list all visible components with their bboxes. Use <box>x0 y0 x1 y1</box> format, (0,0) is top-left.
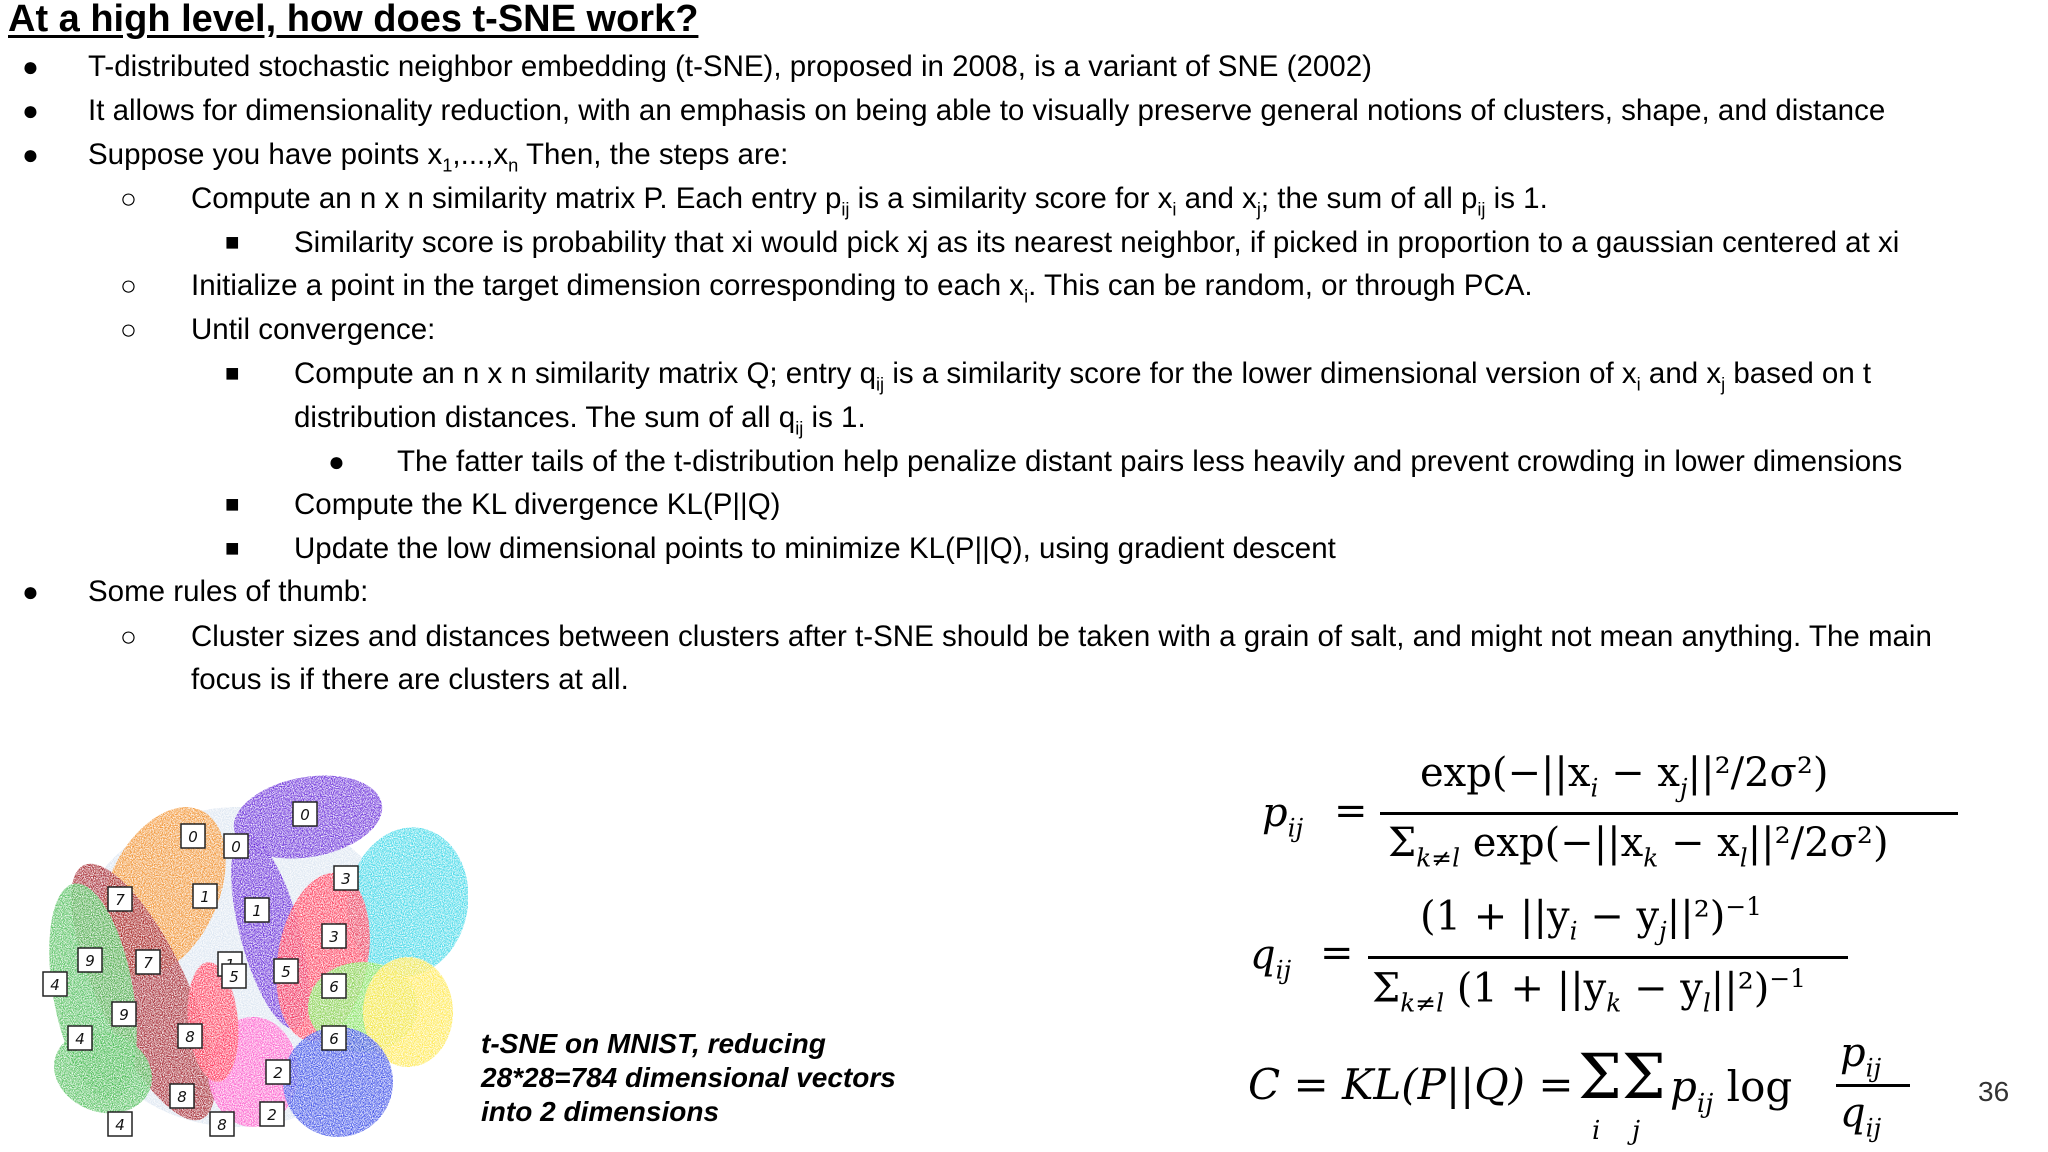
digit-label: 4 <box>50 976 60 994</box>
equations-block <box>1220 740 1940 1150</box>
kl-lhs: C = KL(P||Q) = <box>1248 1060 1574 1109</box>
digit-label: 5 <box>281 963 291 981</box>
p-numerator: $\exp(-||x_i - x_j||^2/2\sigma^2)$ <box>1420 750 1829 803</box>
sum-index-j: j <box>1632 1116 1641 1146</box>
digit-label: 5 <box>229 968 239 986</box>
bullet-disc: ● <box>22 576 39 607</box>
bullet-line-6: Initialize a point in the target dimension corresponding to each $x_i$. This can be random, or through PCA. <box>191 269 1533 307</box>
digit-label: 3 <box>329 928 339 946</box>
q-numerator: $(1 + ||y_i - y_j||^2)^{-1}$ <box>1420 892 1762 946</box>
digit-label: 1 <box>252 902 262 920</box>
bullet-line-3: Suppose you have points $x_1,...,x_n$ Then, the steps are: <box>88 138 789 176</box>
bullet-square: ■ <box>225 491 240 518</box>
bullet-disc: ● <box>22 95 39 126</box>
bullet-line-7: Until convergence: <box>191 313 436 346</box>
bullet-disc: ● <box>328 446 345 477</box>
q-equation <box>1240 888 1940 1018</box>
p-denominator: $\Sigma_{k\ne l}$ $\exp(-||x_k - x_l||^2/2\sigma^2)$ <box>1388 820 1889 873</box>
bullet-line-12: Update the low dimensional points to minimize KL(P||Q), using gradient descent <box>294 532 1336 565</box>
digit-label: 6 <box>329 978 339 996</box>
q-lhs: $q_{ij}$ <box>1250 932 1292 985</box>
kl-frac-den: $q_{ij}$ <box>1840 1090 1882 1143</box>
p-equals: = <box>1334 788 1368 834</box>
digit-label: 8 <box>185 1028 195 1046</box>
bullet-line-15: focus is if there are clusters at all. <box>191 663 629 696</box>
q-fraction-bar <box>1368 956 1848 959</box>
p-equation <box>1240 750 1940 873</box>
mnist-tsne-image <box>38 762 468 1152</box>
digit-label: 1 <box>200 888 210 906</box>
digit-label: 9 <box>85 952 95 970</box>
digit-label: 2 <box>273 1064 283 1082</box>
bullet-line-2: It allows for dimensionality reduction, with an emphasis on being able to visually preserve general notions of clusters, shape, and distance <box>88 94 1886 127</box>
kl-fraction-bar <box>1836 1084 1910 1087</box>
slide-title: At a high level, how does t-SNE work? <box>8 0 699 40</box>
q-denominator: $\Sigma_{k\ne l}$ $(1 + ||y_k - y_l||^2)^{-1}$ <box>1372 964 1806 1018</box>
bullet-line-4: Compute an n x n similarity matrix P. Each entry $p_{ij}$ is a similarity score for $x_i$ and $x_j$; the sum of all $p_{ij}$ is 1. <box>191 182 1548 220</box>
p-lhs: $p_{ij}$ <box>1262 790 1304 843</box>
bullet-disc: ● <box>22 139 39 170</box>
page-number: 36 <box>1978 1076 2010 1107</box>
digit-label: 0 <box>188 828 198 846</box>
digit-label: 4 <box>75 1030 85 1048</box>
digit-label: 7 <box>143 954 153 972</box>
bullet-line-1: T-distributed stochastic neighbor embedding (t-SNE), proposed in 2008, is a variant of SNE (2002) <box>88 50 1372 83</box>
digit-label: 3 <box>341 870 351 888</box>
digit-label: 7 <box>115 891 125 909</box>
q-equals: = <box>1320 930 1354 976</box>
bullet-square: ■ <box>225 229 240 256</box>
bullet-line-11: Compute the KL divergence KL(P||Q) <box>294 488 781 521</box>
bullet-circle: ○ <box>120 183 137 214</box>
digit-label: 8 <box>217 1116 227 1134</box>
double-sum: ΣΣ <box>1578 1040 1666 1113</box>
bullet-line-9: distribution distances. The sum of all $q_{ij}$ is 1. <box>294 401 866 439</box>
bullet-circle: ○ <box>120 314 137 345</box>
digit-label: 8 <box>177 1088 187 1106</box>
bullet-line-10: The fatter tails of the t-distribution help penalize distant pairs less heavily and prevent crowding in lower dimensions <box>397 445 1903 478</box>
digit-label: 4 <box>115 1116 125 1134</box>
kl-frac-num: $p_{ij}$ <box>1840 1030 1882 1083</box>
bullet-square: ■ <box>225 535 240 562</box>
sum-index-i: i <box>1592 1116 1601 1146</box>
bullet-disc: ● <box>22 51 39 82</box>
digit-label: 0 <box>300 806 310 824</box>
bullet-line-13: Some rules of thumb: <box>88 575 369 608</box>
bullet-line-8: Compute an n x n similarity matrix Q; entry $q_{ij}$ is a similarity score for the lower dimensional version of $x_i$ and $x_j$ based on t <box>294 357 1872 395</box>
p-fraction-bar <box>1380 812 1958 815</box>
digit-label: 0 <box>231 838 241 856</box>
figure-caption: t-SNE on MNIST, reducing 28*28=784 dimensional vectors into 2 dimensions <box>481 1028 896 1127</box>
bullet-square: ■ <box>225 360 240 387</box>
kl-term: $p_{ij}$ log <box>1670 1062 1793 1119</box>
kl-equation <box>1240 1030 1940 1150</box>
bullet-circle: ○ <box>120 270 137 301</box>
bullet-line-5: Similarity score is probability that xi would pick xj as its nearest neighbor, if picked in proportion to a gaussian centered at xi <box>294 226 1900 259</box>
bullet-circle: ○ <box>120 621 137 652</box>
bullet-line-14: Cluster sizes and distances between clusters after t-SNE should be taken with a grain of salt, and might not mean anything. The main <box>191 620 1932 653</box>
digit-label: 9 <box>119 1006 129 1024</box>
digit-label: 6 <box>329 1030 339 1048</box>
digit-label: 2 <box>267 1106 277 1124</box>
